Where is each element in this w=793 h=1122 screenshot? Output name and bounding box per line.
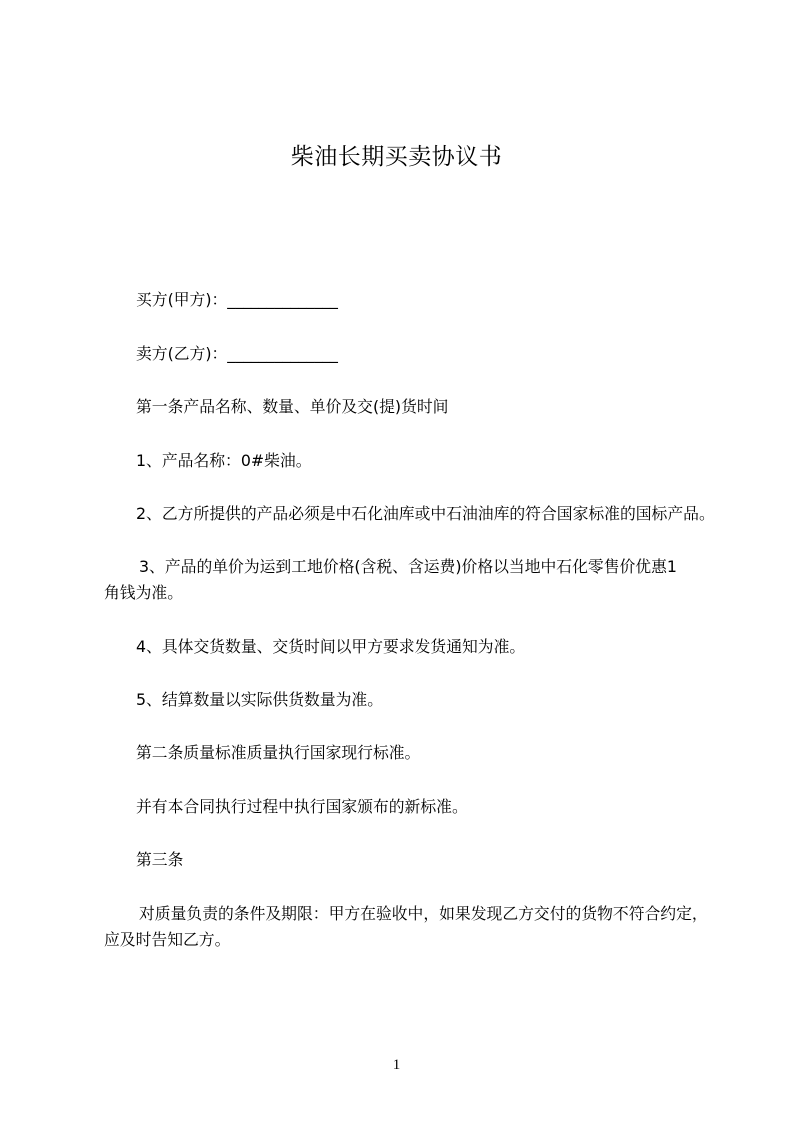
article2-paragraph: 并有本合同执行过程中执行国家颁布的新标准。 [136, 797, 468, 816]
page-number: 1 [392, 1057, 401, 1073]
item4-paragraph: 4、具体交货数量、交货时间以甲方要求发货通知为准。 [136, 637, 526, 656]
item3-paragraph-line2: 角钱为准。 [104, 583, 183, 602]
article3-heading: 第三条 [136, 850, 184, 869]
document-title: 柴油长期买卖协议书 [290, 144, 503, 170]
seller-line: 卖方(乙方)：______________ [136, 344, 338, 363]
buyer-line: 买方(甲方)：______________ [136, 290, 338, 309]
item5-paragraph: 5、结算数量以实际供货数量为准。 [136, 690, 384, 709]
item3-paragraph-line1: 3、产品的单价为运到工地价格(含税、含运费)价格以当地中石化零售价优惠1 [139, 557, 677, 576]
item2-paragraph: 2、乙方所提供的产品必须是中石化油库或中石油油库的符合国家标准的国标产品。 [136, 504, 715, 523]
article3-paragraph-line1: 对质量负责的条件及期限：甲方在验收中，如果发现乙方交付的货物不符合约定， [139, 904, 708, 923]
article3-paragraph-line2: 应及时告知乙方。 [104, 930, 231, 949]
item1-paragraph: 1、产品名称：0#柴油。 [136, 451, 312, 470]
article2-heading: 第二条质量标准质量执行国家现行标准。 [136, 743, 421, 762]
article1-heading: 第一条产品名称、数量、单价及交(提)货时间 [136, 397, 449, 416]
